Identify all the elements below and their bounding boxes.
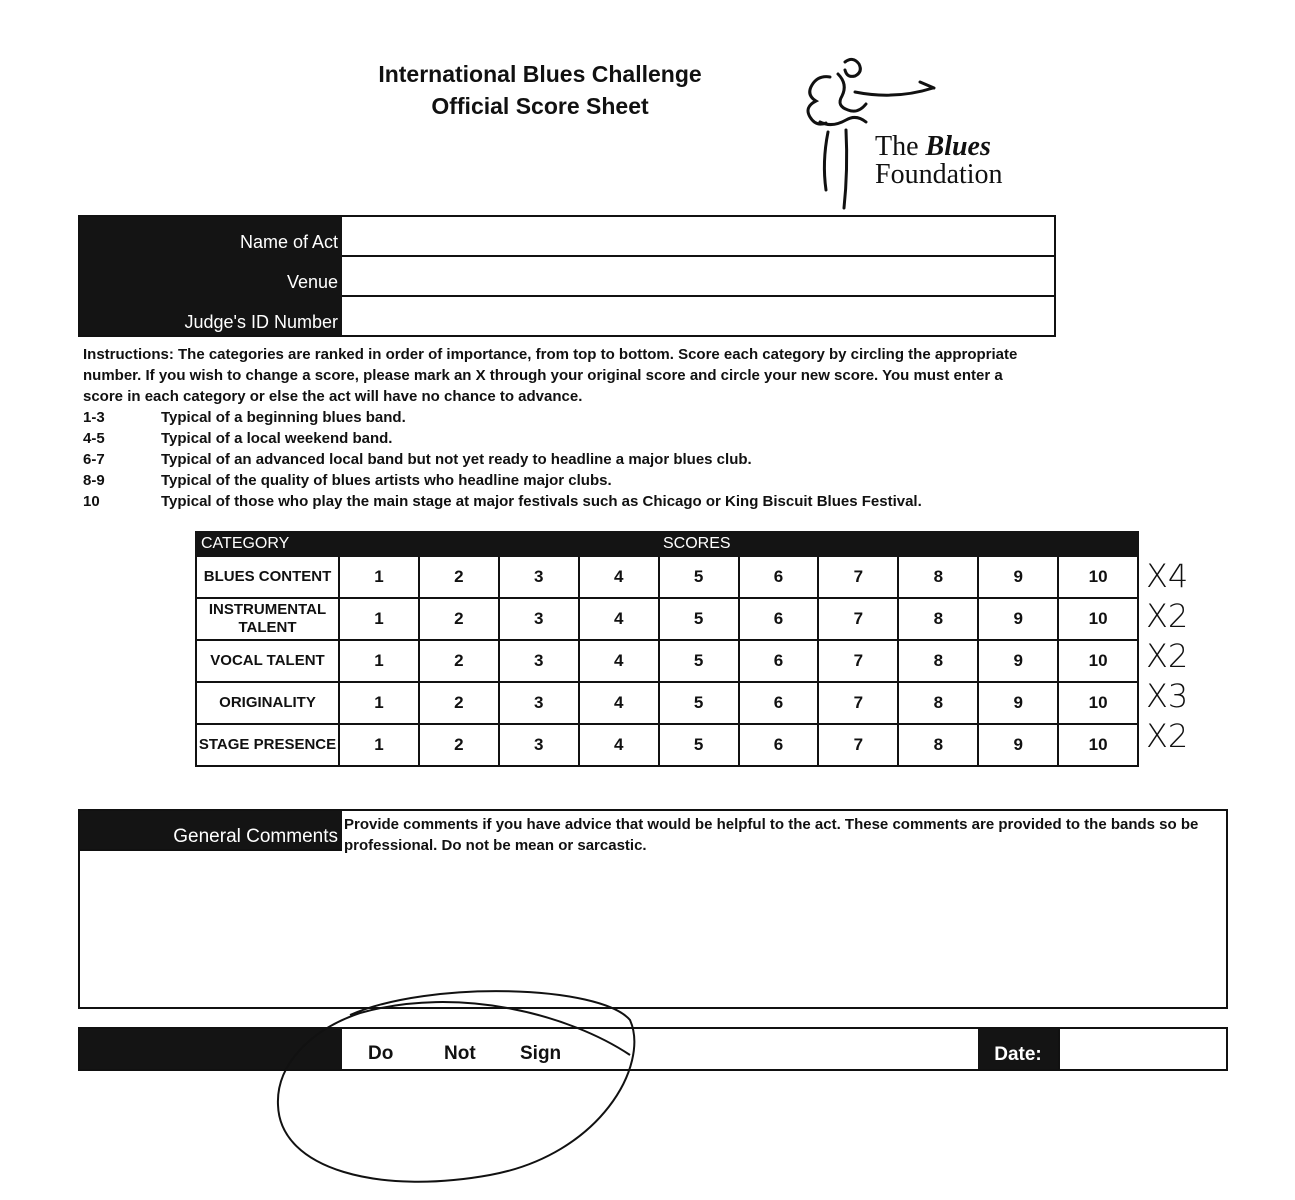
score-option[interactable]: 3 xyxy=(500,683,580,723)
score-option[interactable]: 7 xyxy=(819,725,899,765)
scores-header: SCORES xyxy=(663,535,731,552)
score-option[interactable]: 6 xyxy=(740,557,820,597)
title-line-1: International Blues Challenge xyxy=(378,61,702,87)
scale-description: Typical of an advanced local band but not yet ready to headline a major blues club. xyxy=(161,451,752,468)
signature-bar xyxy=(78,1027,1228,1071)
name-of-act-row xyxy=(80,217,1054,257)
judge-id-label: Judge's ID Number xyxy=(184,312,338,332)
score-option[interactable]: 3 xyxy=(500,725,580,765)
score-option[interactable]: 8 xyxy=(899,599,979,639)
name-of-act-label: Name of Act xyxy=(239,232,338,252)
score-table-header xyxy=(195,531,1139,557)
general-comments-label: General Comments xyxy=(80,811,342,849)
score-option[interactable]: 5 xyxy=(660,641,740,681)
category-label: BLUES CONTENT xyxy=(197,557,340,597)
category-label: ORIGINALITY xyxy=(197,683,340,723)
score-option[interactable]: 7 xyxy=(819,599,899,639)
handwritten-sign: Sign xyxy=(520,1043,562,1064)
date-label: Date: xyxy=(978,1029,1058,1069)
score-option[interactable]: 3 xyxy=(500,557,580,597)
handwritten-do: Do xyxy=(368,1043,394,1064)
score-option[interactable]: 4 xyxy=(580,641,660,681)
score-option[interactable]: 6 xyxy=(740,641,820,681)
score-option[interactable]: 9 xyxy=(979,557,1059,597)
score-option[interactable]: 5 xyxy=(660,683,740,723)
score-option[interactable]: 7 xyxy=(819,641,899,681)
category-label: STAGE PRESENCE xyxy=(197,725,340,765)
score-option[interactable]: 2 xyxy=(420,599,500,639)
score-option[interactable]: 6 xyxy=(740,599,820,639)
score-row xyxy=(197,597,1137,639)
score-option[interactable]: 10 xyxy=(1088,567,1108,586)
scale-description: Typical of a beginning blues band. xyxy=(161,409,406,426)
score-row xyxy=(197,557,1137,597)
scale-description: Typical of the quality of blues artists who headline major clubs. xyxy=(161,472,612,489)
score-option[interactable]: 8 xyxy=(899,683,979,723)
score-option[interactable]: 5 xyxy=(660,599,740,639)
general-comments-box xyxy=(78,809,1228,1009)
logo-foundation: Foundation xyxy=(875,159,1003,190)
score-row xyxy=(197,639,1137,681)
score-option[interactable]: 1 xyxy=(340,641,420,681)
handwritten-multiplier: X2 xyxy=(1146,717,1189,755)
score-option[interactable]: 10 xyxy=(1088,735,1108,754)
score-option[interactable]: 6 xyxy=(740,683,820,723)
score-option[interactable]: 5 xyxy=(660,725,740,765)
venue-row xyxy=(80,257,1054,297)
score-option[interactable]: 8 xyxy=(899,725,979,765)
score-option[interactable]: 4 xyxy=(580,725,660,765)
score-option[interactable]: 2 xyxy=(420,683,500,723)
score-table xyxy=(195,531,1139,767)
instructions xyxy=(83,344,1143,512)
handwritten-not: Not xyxy=(444,1043,476,1064)
venue-label: Venue xyxy=(286,272,338,292)
score-option[interactable]: 7 xyxy=(819,683,899,723)
score-table-body xyxy=(195,557,1139,767)
venue-field[interactable] xyxy=(342,257,1054,297)
scale-description: Typical of a local weekend band. xyxy=(161,430,393,447)
score-option[interactable]: 7 xyxy=(819,557,899,597)
instructions-line-3: score in each category or else the act will have no chance to advance. xyxy=(83,388,583,405)
judge-id-row xyxy=(80,297,1054,337)
score-option[interactable]: 10 xyxy=(1088,693,1108,712)
logo-wordmark xyxy=(875,133,1003,189)
score-row xyxy=(197,681,1137,723)
score-option[interactable]: 1 xyxy=(340,599,420,639)
name-of-act-field[interactable] xyxy=(342,217,1054,257)
scale-description: Typical of those who play the main stage at major festivals such as Chicago or King Biscuit Blues Festival. xyxy=(161,493,922,510)
score-option[interactable]: 3 xyxy=(500,641,580,681)
score-option[interactable]: 10 xyxy=(1088,651,1108,670)
scale-range: 10 xyxy=(83,493,100,510)
score-option[interactable]: 9 xyxy=(979,599,1059,639)
handwritten-multiplier: X4 xyxy=(1146,557,1189,595)
score-option[interactable]: 1 xyxy=(340,557,420,597)
category-label: INSTRUMENTAL TALENT xyxy=(197,599,340,639)
comments-instruction: Provide comments if you have advice that would be helpful to the act. These comments are provided to the bands so be professional. Do not be mean or sarcastic. xyxy=(344,816,1199,854)
judge-id-field[interactable] xyxy=(342,297,1054,335)
scale-row xyxy=(83,428,1143,449)
instructions-line-1: Instructions: The categories are ranked in order of importance, from top to bottom. Score each category by circling the appropriate xyxy=(83,346,1018,363)
score-row xyxy=(197,723,1137,765)
logo-blues: Blues xyxy=(925,131,991,162)
score-option[interactable]: 2 xyxy=(420,725,500,765)
title-line-2: Official Score Sheet xyxy=(431,93,649,119)
category-label: VOCAL TALENT xyxy=(197,641,340,681)
scale-range: 6-7 xyxy=(83,451,105,468)
scale-row xyxy=(83,407,1143,428)
score-option[interactable]: 9 xyxy=(979,683,1059,723)
score-option[interactable]: 2 xyxy=(420,557,500,597)
handwritten-multiplier: X2 xyxy=(1146,637,1189,675)
category-header: CATEGORY xyxy=(201,535,290,552)
logo-the: The xyxy=(875,131,919,162)
score-option[interactable]: 9 xyxy=(979,725,1059,765)
scale-range: 4-5 xyxy=(83,430,105,447)
handwritten-multiplier: X3 xyxy=(1146,677,1189,715)
date-field[interactable] xyxy=(1058,1029,1226,1069)
divider xyxy=(80,849,342,851)
score-option[interactable]: 6 xyxy=(740,725,820,765)
score-option[interactable]: 3 xyxy=(500,599,580,639)
handwritten-multiplier: X2 xyxy=(1146,597,1189,635)
act-info-box xyxy=(78,215,1056,337)
scale-row xyxy=(83,470,1143,491)
score-option[interactable]: 8 xyxy=(899,557,979,597)
document-title xyxy=(290,58,790,122)
instructions-line-2: number. If you wish to change a score, please mark an X through your original score and circle your new score. You must enter a xyxy=(83,367,1003,384)
score-option[interactable]: 2 xyxy=(420,641,500,681)
score-option[interactable]: 5 xyxy=(660,557,740,597)
score-option[interactable]: 10 xyxy=(1088,609,1108,628)
handwritten-circle xyxy=(270,985,650,1195)
scale-range: 1-3 xyxy=(83,409,105,426)
score-option[interactable]: 1 xyxy=(340,725,420,765)
score-option[interactable]: 4 xyxy=(580,683,660,723)
scale-range: 8-9 xyxy=(83,472,105,489)
score-option[interactable]: 4 xyxy=(580,599,660,639)
score-option[interactable]: 1 xyxy=(340,683,420,723)
score-option[interactable]: 4 xyxy=(580,557,660,597)
scale-row xyxy=(83,449,1143,470)
score-option[interactable]: 9 xyxy=(979,641,1059,681)
score-option[interactable]: 8 xyxy=(899,641,979,681)
scale-row xyxy=(83,491,1143,512)
